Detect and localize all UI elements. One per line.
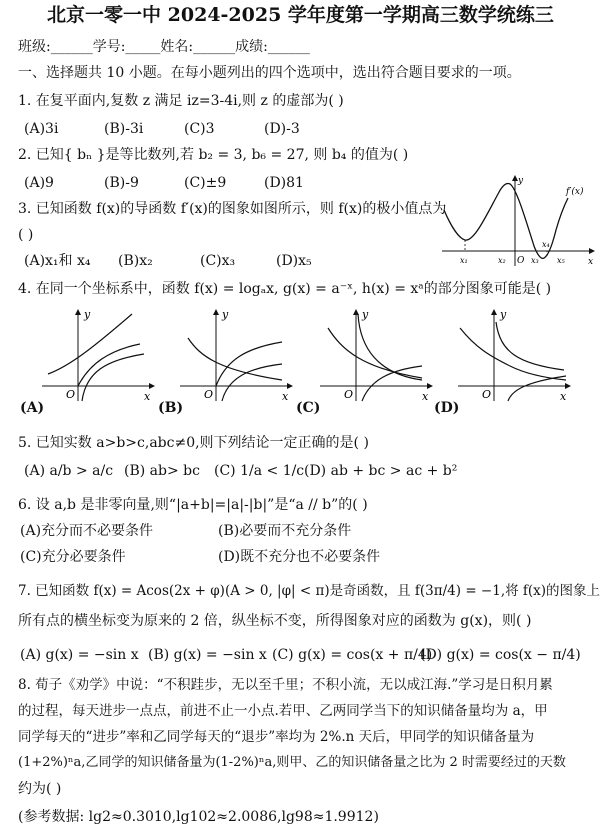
q1-choice-a: (A)3i [24, 121, 59, 137]
question-2-stem: 2. 已知{ bₙ }是等比数列,若 b₂ = 3, b₆ = 27, 则 b₄ 的值为( ) [18, 147, 409, 163]
curve-label: f′(x) [566, 187, 584, 197]
point-x1: x₁ [460, 256, 468, 265]
q4-choice-a: (A) [20, 400, 45, 416]
q2-choice-c: (C)±9 [184, 175, 227, 191]
q7-choice-b: (B) g(x) = −sin x [148, 647, 267, 663]
question-3-stem: 3. 已知函数 f(x)的导函数 f′(x)的图象如图所示，则 f(x)的极小值点为 [18, 201, 447, 217]
y-label: y [362, 308, 369, 321]
curve-log [82, 354, 144, 401]
q5-choice-b: (B) ab> bc [124, 463, 200, 479]
q5-choice-d: (D) ab + bc > ac + b² [304, 463, 458, 479]
q4-graph-d [456, 308, 574, 403]
question-8-stem: 8. 荀子《劝学》中说：“不积跬步，无以至千里；不积小流，无以成江海.”学习是日积月累 [18, 677, 553, 693]
q4-choice-b: (B) [158, 400, 184, 416]
q6-choice-a: (A)充分而不必要条件 [20, 523, 154, 539]
question-6-stem: 6. 设 a,b 是非零向量,则“|a+b|=|a|-|b|”是“a // b”的( ) [18, 497, 368, 513]
x-label: x [144, 390, 151, 403]
origin: O [66, 388, 76, 401]
q6-choice-d: (D)既不充分也不必要条件 [218, 549, 381, 565]
y-label: y [500, 308, 507, 321]
q1-choice-b: (B)-3i [104, 121, 144, 137]
curve-power-neg [496, 322, 564, 370]
question-7-stem: 7. 已知函数 f(x) = Acos(2x + φ)(A > 0, |φ| < π)是奇函数，且 f(3π/4) = −1,将 f(x)的图象上 [18, 583, 601, 599]
curve-exp [48, 314, 132, 374]
curve-log [222, 364, 282, 401]
question-8-stem-2: 的过程，每天进步一点点，前进不止一小点.若甲、乙两同学当下的知识储备量均为 a，甲 [18, 703, 548, 719]
question-8-stem-5: 约为( ) [18, 781, 62, 797]
q4-choice-d: (D) [434, 400, 460, 416]
curve-decay [328, 328, 422, 378]
q3-choice-d: (D)x₅ [276, 253, 312, 269]
question-8-reference-data: (参考数据: lg2≈0.3010,lg102≈2.0086,lg98≈1.9912) [18, 809, 379, 825]
point-x5: x₅ [557, 256, 565, 265]
x-label: x [422, 390, 429, 403]
q4-graph-c [318, 308, 436, 403]
question-1-stem: 1. 在复平面内,复数 z 满足 iz=3-4i,则 z 的虚部为( ) [18, 93, 344, 109]
question-4-stem: 4. 在同一个坐标系中，函数 f(x) = logₐx, g(x) = a⁻ˣ, h(x) = xᵃ的部分图象可能是( ) [18, 281, 552, 297]
point-x2: x₂ [498, 256, 506, 265]
curve-power [216, 342, 282, 386]
q7-choice-d: (D) g(x) = cos(x − π/4) [420, 647, 581, 663]
q6-choice-b: (B)必要而不充分条件 [218, 523, 352, 539]
q2-choice-a: (A)9 [24, 175, 54, 191]
section-heading: 一、选择题共 10 小题。在每小题列出的四个选项中，选出符合题目要求的一项。 [18, 65, 521, 81]
question-7-stem-2: 所有点的横坐标变为原来的 2 倍，纵坐标不变，所得图象对应的函数为 g(x)，则( ) [18, 613, 532, 629]
q3-choice-b: (B)x₂ [118, 253, 153, 269]
q3-derivative-graph [438, 172, 598, 268]
x-label: x [560, 390, 567, 403]
q4-choice-c: (C) [296, 400, 321, 416]
q5-choice-c: (C) 1/a < 1/c [214, 463, 305, 479]
q7-choice-c: (C) g(x) = cos(x + π/4) [272, 647, 433, 663]
origin: O [482, 388, 492, 401]
origin: O [204, 388, 214, 401]
q2-choice-b: (B)-9 [104, 175, 139, 191]
curve-power-neg [358, 314, 422, 380]
curve-log [508, 376, 566, 401]
q6-choice-c: (C)充分必要条件 [20, 549, 126, 565]
y-label: y [84, 308, 91, 321]
q4-graph-a [40, 308, 158, 403]
q5-choice-a: (A) a/b > a/c [24, 463, 114, 479]
y-axis-label: y [518, 176, 524, 186]
point-x4: x₄ [542, 240, 550, 249]
page-title: 北京一零一中 2024-2025 学年度第一学期高三数学统练三 [47, 4, 554, 26]
origin-label: O [517, 256, 525, 266]
x-axis-label: x [588, 257, 594, 267]
x-label: x [282, 390, 289, 403]
q1-choice-d: (D)-3 [264, 121, 300, 137]
q1-choice-c: (C)3 [184, 121, 215, 137]
question-8-stem-4: (1+2%)ⁿa,乙同学的知识储备量为(1-2%)ⁿa,则甲、乙的知识储备量之比为 2 时需要经过的天数 [18, 755, 566, 770]
point-x3: x₃ [531, 256, 539, 265]
q4-graph-b [178, 308, 296, 403]
q3-choice-c: (C)x₃ [200, 253, 236, 269]
question-3-stem-2: ( ) [18, 227, 34, 243]
question-5-stem: 5. 已知实数 a>b>c,abc≠0,则下列结论一定正确的是( ) [18, 435, 369, 451]
q2-choice-d: (D)81 [264, 175, 304, 191]
origin: O [344, 388, 354, 401]
y-label: y [222, 308, 229, 321]
student-info-line: 班级:______学号:_____姓名:______成绩:______ [18, 39, 310, 55]
question-8-stem-3: 同学每天的“进步”率和乙同学每天的“退步”率均为 2%.n 天后，甲同学的知识储备量为 [18, 729, 535, 745]
q3-choice-a: (A)x₁和 x₄ [24, 253, 91, 269]
q7-choice-a: (A) g(x) = −sin x [20, 647, 139, 663]
